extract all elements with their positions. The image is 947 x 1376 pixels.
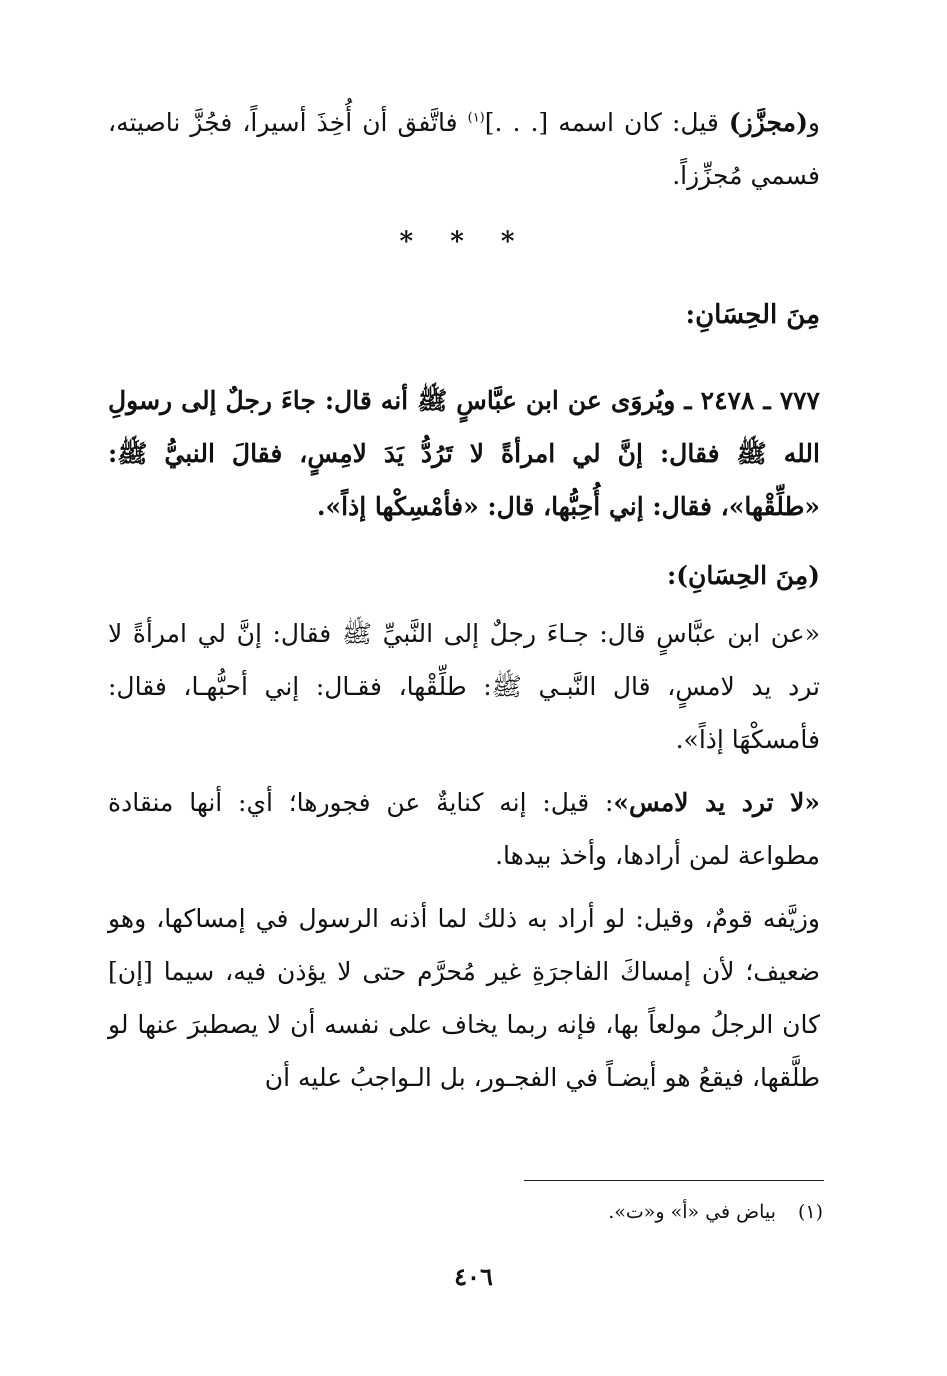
section-separator: * * * <box>399 227 529 257</box>
footnote-text: بياض في «أ» و«ت». <box>608 1201 776 1223</box>
commentary-heading: (مِنَ الحِسَانِ): <box>667 561 820 590</box>
paragraph-text-b: فاتَّفق أن أُخِذَ أسيراً، فجُزَّ ناصيته، فسمي مُجزِّزاً. <box>108 108 820 190</box>
footnote-number: (١) <box>797 1201 823 1223</box>
commentary-paragraph-1: «عن ابن عبَّاسٍ قال: جـاءَ رجلٌ إلى النَّبيِّ ﷺ فقال: إنَّ لي امرأةً لا ترد يد لامسٍ، قال النَّبـي ﷺ: طلِّقْها، فقـال: إني أحبُّهـا، فقال: فأمسكْهَا إذاً». <box>108 619 820 754</box>
commentary-2-text: : قيل: إنه كنايةٌ عن فجورها؛ أي: أنها منقادة مطواعة لمن أرادها، وأخذ بيدها. <box>108 788 820 870</box>
paragraph-text-a: قيل: كان اسمه [. . .] <box>484 108 729 137</box>
page-number: ٤٠٦ <box>454 1262 493 1291</box>
footnote <box>608 1196 823 1228</box>
hadith-text <box>108 374 820 533</box>
hadith-body: ويُروَى عن ابن عبَّاسٍ ﷺ أنه قال: جاءَ رجلٌ إلى رسولِ الله ﷺ فقال: إنَّ لي امرأةً لا تَرُدُّ يَدَ لامِسٍ، فقالَ النبيُّ ﷺ: «طلِّقْها»، فقال: إني أُحِبُّها، قال: «فأمْسِكْها إذاً». <box>108 386 820 521</box>
bold-term-muzazziz: (مجزَّز) <box>728 108 808 137</box>
paragraph-muzazziz <box>108 96 820 202</box>
commentary-paragraph-2 <box>108 776 820 882</box>
commentary-paragraph-3: وزيَّفه قومٌ، وقيل: لو أراد به ذلك لما أذنه الرسول في إمساكها، وهو ضعيف؛ لأن إمساكَ الفاجرَةِ غير مُحرَّم حتى لا يؤذن فيه، سيما [إن] كان الرجلُ مولعاً بها، فإنه ربما يخاف على نفسه أن لا يصطبرَ عنها لو طلَّقها، فيقعُ هو أيضـاً في الفجـور، بل الـواجبُ عليه أن <box>108 904 820 1092</box>
footnote-reference: (١) <box>467 110 485 126</box>
hadith-number: ٧٧٧ ـ ٢٤٧٨ ـ <box>684 386 820 415</box>
paragraph-prefix: و <box>807 108 820 137</box>
page-body <box>108 96 820 1104</box>
section-heading: مِنَ الحِسَانِ: <box>685 300 820 330</box>
footnote-divider <box>524 1180 824 1181</box>
bold-term-la-tarud: «لا ترد يد لامس» <box>613 788 821 817</box>
